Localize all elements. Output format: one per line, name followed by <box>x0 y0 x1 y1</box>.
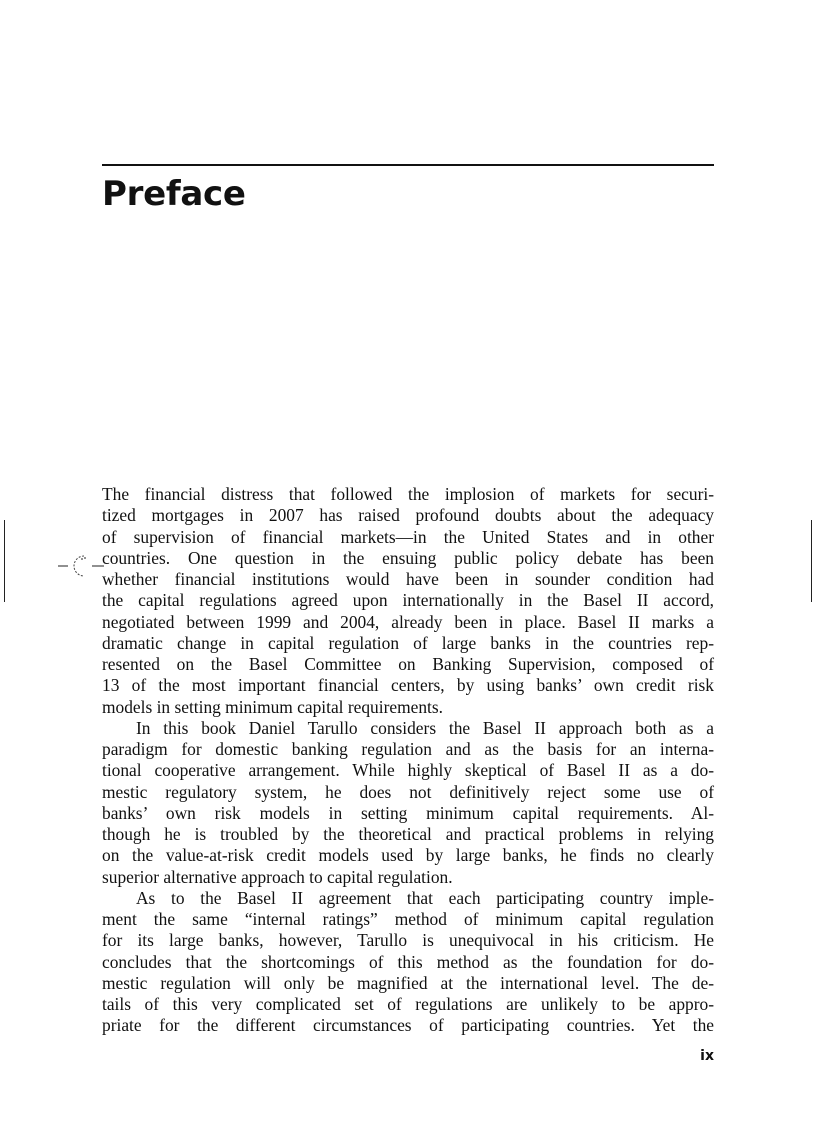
text-line: resented on the Basel Committee on Banking Supervision, composed of <box>102 654 714 674</box>
text-line: ment the same “internal ratings” method of minimum capital regulation <box>102 909 714 929</box>
preface-body-text <box>102 484 714 1037</box>
text-line: paradigm for domestic banking regulation and as the basis for an interna- <box>102 739 714 759</box>
text-line: superior alternative approach to capital regulation. <box>102 866 453 887</box>
text-line: the capital regulations agreed upon internationally in the Basel II accord, <box>102 590 714 611</box>
text-line: concludes that the shortcomings of this method as the foundation for do- <box>102 951 714 972</box>
left-crop-mark <box>4 520 5 602</box>
text-line: 13 of the most important financial centers, by using banks’ own credit risk <box>102 675 714 696</box>
text-line: for its large banks, however, Tarullo is unequivocal in his criticism. He <box>102 930 714 951</box>
text-line: tized mortgages in 2007 has raised profound doubts about the adequacy <box>102 505 714 526</box>
text-line: As to the Basel II agreement that each participating country imple- <box>136 887 714 908</box>
text-line: though he is troubled by the theoretical and practical problems in relying <box>102 824 714 844</box>
text-line: whether financial institutions would have been in sounder condition had <box>102 569 714 589</box>
text-line: mestic regulation will only be magnified at the international level. The de- <box>102 972 714 993</box>
chapter-top-rule <box>102 164 714 166</box>
page-number: ix <box>700 1048 714 1064</box>
text-line: The financial distress that followed the implosion of markets for securi- <box>102 484 714 504</box>
text-line: mestic regulatory system, he does not definitively reject some use of <box>102 781 714 802</box>
text-line: negotiated between 1999 and 2004, already been in place. Basel II marks a <box>102 611 714 632</box>
text-line: tional cooperative arrangement. While highly skeptical of Basel II as a do- <box>102 760 714 781</box>
right-crop-mark <box>811 520 812 602</box>
text-line: banks’ own risk models in setting minimum capital requirements. Al- <box>102 802 714 823</box>
text-line: priate for the different circumstances of participating countries. Yet the <box>102 1015 714 1036</box>
registration-mark-icon <box>58 553 104 579</box>
text-line: models in setting minimum capital requirements. <box>102 696 443 717</box>
text-line: tails of this very complicated set of regulations are unlikely to be appro- <box>102 994 714 1014</box>
chapter-title: Preface <box>102 174 246 214</box>
text-line: In this book Daniel Tarullo considers the Basel II approach both as a <box>136 717 714 738</box>
text-line: dramatic change in capital regulation of large banks in the countries rep- <box>102 632 714 653</box>
text-line: countries. One question in the ensuing public policy debate has been <box>102 547 714 568</box>
text-line: of supervision of financial markets—in the United States and in other <box>102 526 714 547</box>
text-line: on the value-at-risk credit models used by large banks, he finds no clearly <box>102 845 714 866</box>
